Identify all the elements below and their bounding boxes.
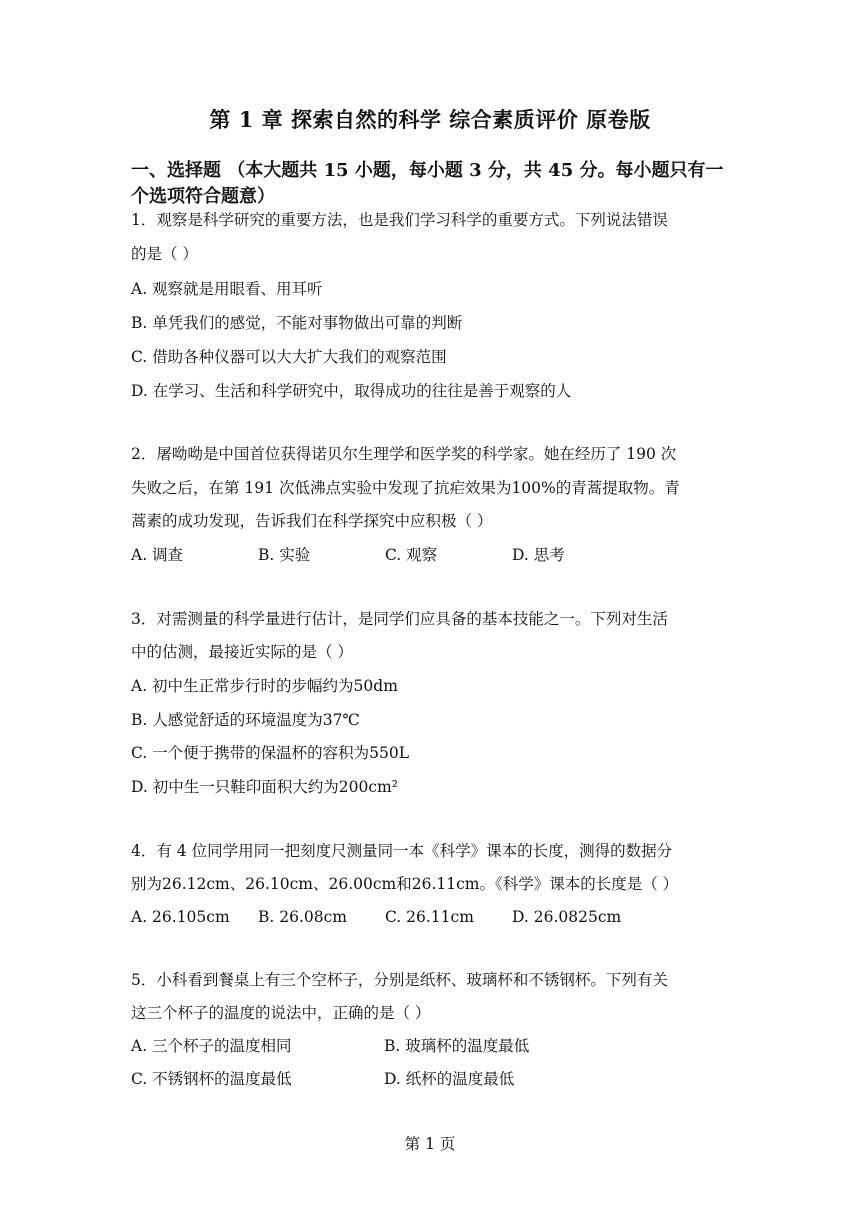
q5-option-a: A. 三个杯子的温度相同	[131, 1037, 292, 1055]
q3-stem-line-1: 3．对需测量的科学量进行估计，是同学们应具备的基本技能之一。下列对生活	[131, 610, 668, 628]
q4-options-row	[131, 906, 639, 928]
q2-stem-line-1: 2．屠呦呦是中国首位获得诺贝尔生理学和医学奖的科学家。她在经历了 190 次	[131, 445, 677, 463]
q3-stem-line-2: 中的估测，最接近实际的是（ ）	[131, 643, 353, 661]
q5-option-c: C. 不锈钢杯的温度最低	[131, 1070, 292, 1088]
q2-option-a: A. 调查	[131, 546, 184, 564]
q2-option-b: B. 实验	[258, 546, 311, 564]
q4-option-b: B. 26.08cm	[258, 908, 347, 926]
q5-option-d: D. 纸杯的温度最低	[384, 1070, 515, 1088]
q5-stem-line-2: 这三个杯子的温度的说法中，正确的是（ ）	[131, 1004, 431, 1022]
q2-stem-line-2: 失败之后，在第 191 次低沸点实验中发现了抗疟效果为100%的青蒿提取物。青	[131, 479, 680, 497]
q3-option-c: C. 一个便于携带的保温杯的容积为550L	[131, 744, 410, 762]
q4-option-c: C. 26.11cm	[385, 908, 474, 926]
page-number: 第 1 页	[404, 1135, 456, 1153]
q2-stem-line-3: 蒿素的成功发现，告诉我们在科学探究中应积极（ ）	[131, 512, 493, 530]
q4-stem-line-2: 别为26.12cm、26.10cm、26.00cm和26.11cm。《科学》课本的长度是（ ）	[131, 875, 679, 893]
q1-option-d: D. 在学习、生活和科学研究中，取得成功的往往是善于观察的人	[131, 382, 572, 400]
q2-option-c: C. 观察	[385, 546, 438, 564]
q1-option-c: C. 借助各种仪器可以大大扩大我们的观察范围	[131, 348, 447, 366]
q3-option-a: A. 初中生正常步行时的步幅约为50dm	[131, 677, 398, 695]
q4-stem-line-1: 4．有 4 位同学用同一把刻度尺测量同一本《科学》课本的长度，测得的数据分	[131, 842, 673, 860]
q4-option-d: D. 26.0825cm	[512, 908, 622, 926]
section-heading: 一、选择题 （本大题共 15 小题，每小题 3 分，共 45 分。每小题只有一个选项符合题意）	[131, 160, 724, 207]
page-title: 第 1 章 探索自然的科学 综合素质评价 原卷版	[209, 107, 651, 132]
q3-option-d: D. 初中生一只鞋印面积大约为200cm²	[131, 778, 398, 796]
q4-option-a: A. 26.105cm	[131, 908, 230, 926]
q2-options-row	[131, 544, 639, 566]
q1-stem-line-2: 的是（ ）	[131, 245, 198, 263]
q5-stem-line-1: 5．小科看到餐桌上有三个空杯子，分别是纸杯、玻璃杯和不锈钢杯。下列有关	[131, 971, 668, 989]
q1-stem-line-1: 1．观察是科学研究的重要方法，也是我们学习科学的重要方式。下列说法错误	[131, 211, 668, 229]
q5-option-b: B. 玻璃杯的温度最低	[384, 1037, 530, 1055]
q2-option-d: D. 思考	[512, 546, 565, 564]
q5-options-row-1	[131, 1035, 637, 1057]
q5-options-row-2	[131, 1068, 637, 1090]
q1-option-b: B. 单凭我们的感觉，不能对事物做出可靠的判断	[131, 314, 463, 332]
q1-option-a: A. 观察就是用眼看、用耳听	[131, 280, 323, 298]
q3-option-b: B. 人感觉舒适的环境温度为37℃	[131, 711, 360, 729]
